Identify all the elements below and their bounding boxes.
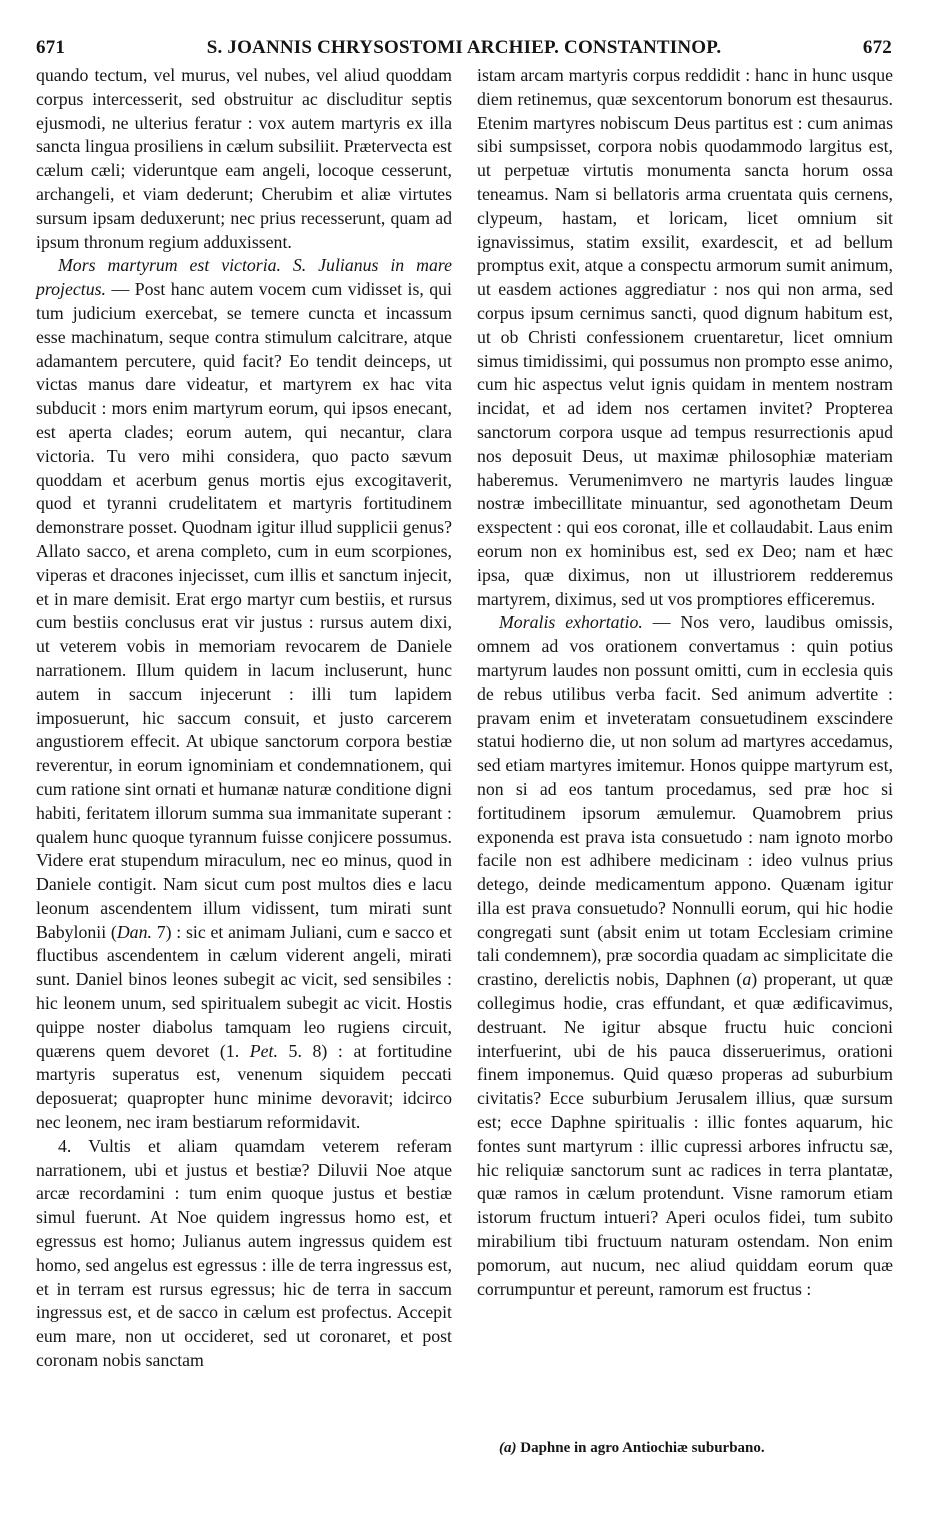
right-column xyxy=(477,64,893,1301)
running-header xyxy=(36,37,892,63)
scripture-ref-dan: Dan. xyxy=(116,921,152,942)
left-paragraph-2 xyxy=(36,254,452,1134)
right-paragraph-2-text-cont: ) properant, ut quæ collegimus hodie, cras effundant, et quæ ædificavimus, destruant. Ne igitur absque fructu huic concioni interfuerint, ubi de his pauca disseruerimus, orationi finem imponemus. Quid quæso properas ad suburbium civitatis? Ecce suburbium Jerusalem illius, quæ sursum est; ecce Daphne spiritualis : illic fontes aquarum, hic fontes sunt martyrum : illic cupressi arbores infructu sæ, hic reliquiæ sanctorum sunt ac radices in terra plantatæ, quæ ramos in cælum protendunt. Visne ramorum etiam istorum fructum intueri? Aperi oculos fidei, tum subito mirabilium tibi fructuum naturam ostendam. Non enim pomorum, aut nucum, nec aliud quiddam eorum quæ corrumpuntur et pereunt, ramorum est fructus : xyxy=(477,969,893,1299)
page-number-right: 672 xyxy=(862,37,892,58)
scripture-ref-pet: Pet. xyxy=(249,1040,278,1061)
right-paragraph-1: istam arcam martyris corpus reddidit : hanc in hunc usque diem retinemus, quæ sexcentorum bonorum est thesaurus. Etenim martyres nobiscum Deus partitus est : cum animas sibi sumpsisset, corpora nobis quodammodo largitus est, ut perpetuæ virtutis monumenta sancta horum ossa teneamus. Nam si bellatoris arma cruentata quis cernens, clypeum, hastam, et loricam, licet omnium sit ignavissimus, statim exsilit, exardescit, et ad bellum promptus exit, atque a conspectu armorum sumit animum, ut easdem actiones aggrediatur : nos qui non arma, sed corpus ipsum cernimus sancti, quod dignum habitum est, ut ob Christi confessionem cruentaretur, licet omnium simus timidissimi, qui possumus non prompto esse animo, cum hic aspectus velut ignis quidam in mentem nostram incidat, et ad idem nos certamen invitet? Propterea sanctorum corpora usque ad tempus resurrectionis apud nos deposuit Deus, ut maximæ philosophiæ materiam haberemus. Verumenimvero ne martyris laudes linguæ nostræ imbecillitate minuantur, sed agonothetam Deum exspectent : qui eos coronat, ille et collaudabit. Laus enim eorum non ex hominibus est, sed ex Deo; nam et hæc ipsa, quæ diximus, non ut illustriorem redderemus martyrem, diximus, sed ut vos promptiores efficeremus. xyxy=(477,65,893,609)
right-paragraph-2 xyxy=(477,611,893,1301)
left-paragraph-3: 4. Vultis et aliam quamdam veterem referam narrationem, ubi et justus et bestiæ? Diluvii Noe atque arcæ recordamini : tum enim quoque justus et bestiæ simul fuerunt. At Noe quidem ingressus homo est, et egressus est homo; Julianus autem ingressus quidem est homo, sed angelus est egressus : ille de terra ingressus est, et in terram est rursus egressus; hic de terra in saccum ingressus est, et de sacco in cælum est profectus. Accepit eum mare, non ut occideret, sed ut coronaret, et post coronam nobis sanctam xyxy=(36,1135,452,1371)
footnote xyxy=(499,1440,899,1457)
footnote-reference: a xyxy=(742,969,752,990)
left-paragraph-2-text-cont: 7) : sic et animam Juliani, cum e sacco et fluctibus ascendentem in cælum viderent angeli, mirati sunt. Daniel binos leones subegit ac vicit, sed sensibiles : hic leonem unum, sed spiritualem subegit ac vicit. Hostis quippe noster diabolus tamquam leo rugiens circuit, quærens quem devoret (1. xyxy=(36,921,452,1061)
section-heading-mors-martyrum: Mors martyrum est victoria. S. Julianus in mare projectus. xyxy=(36,255,452,300)
footnote-marker: (a) xyxy=(499,1440,517,1456)
right-paragraph-2-text: — Nos vero, laudibus omissis, omnem ad vos orationem convertamus : quin potius martyrum laudes non possunt omitti, cum in ecclesia quis de rebus utilibus verba facit. Sed animum advertite : pravam enim et inveteratam consuetudinem exscindere statui hodierno die, ut non solum ad martyres accedamus, sed etiam martyres imitemur. Honos quippe martyrum est, non si ad eos tantum procedamus, sed præ hoc si fortitudinem ipsorum æmulemur. Quamobrem prius exponenda est prava ista consuetudo : nam ignoto morbo facile non est adhibere medicinam : ideo vulnus prius detego, deinde medicamentum appono. Quænam igitur illa est prava consuetudo? Nonnulli eorum, qui hic hodie congregati sunt (absit enim ut totam Ecclesiam crimine tali condemnem), præ socordia quadam ac simplicitate die crastino, derelictis nobis, Daphnen ( xyxy=(477,612,893,990)
footnote-text: Daphne in agro Antiochiæ suburbano. xyxy=(516,1440,765,1456)
left-paragraph-2-text: — Post hanc autem vocem cum vidisset is, qui tum judicium exercebat, se temere cuncta et incassum esse machinatum, seque contra stimulum calcitrare, atque adamantem percutere, quid facit? Eo tendit deinceps, ut victas manus dare videatur, et martyrem ex hac vita subducit : mors enim martyrum eorum, qui ipsos enecant, est aperta clades; eorum autem, qui necantur, clara victoria. Tu vero mihi considera, quo pacto sævum quoddam et acerbum genus mortis ejus excogitaverit, quod et tyranni crudelitatem et martyris fortitudinem demonstrare posset. Quodnam igitur illud supplicii genus? Allato sacco, et arena completo, cum in eum scorpiones, viperas et dracones injecisset, cum illis et sanctum injecit, et in mare demisit. Erat ergo martyr cum bestiis, et rursus cum bestiis conclusus erat vir justus : rursus autem dixi, ut veterem vobis in memoriam revocarem de Daniele narrationem. Illum quidem in lacum incluserunt, hunc autem in saccum injecerunt : illi tum lapidem imposuerunt, hic saccum consuit, et justo carcerem angustiorem effecit. At ubique sanctorum corpora bestiæ reverentur, in eorum ignominiam et condemnationem, qui cum ratione sint ornati et humanæ naturæ conditione digni habiti, feritatem illorum summa sua immanitate superant : qualem hunc quoque tyrannum fuisse conjicere possumus. Videre erat stupendum miraculum, nec eo minus, quod in Daniele contigit. Nam sicut cum post multos dies e lacu leonum ascendentem illum vidissent, tum mirati sunt Babylonii ( xyxy=(36,279,452,942)
section-heading-moralis-exhortatio: Moralis exhortatio. xyxy=(499,612,643,633)
left-column xyxy=(36,64,452,1373)
left-paragraph-1: quando tectum, vel murus, vel nubes, vel aliud quoddam corpus intercesserit, sed obstruitur ac discluditur septis ejusmodi, ne ulterius feratur : vox autem martyris ex illa sancta lingua prosiliens in cælum subsiliit. Prætervecta est cælum cæli; videruntque eam angeli, locoque cesserunt, archangeli, et viam dederunt; Cherubim et aliæ virtutes sursum ipsam deduxerunt; nec prius recesserunt, quam ad ipsum thronum regium adduxissent. xyxy=(36,65,452,252)
running-title: S. JOANNIS CHRYSOSTOMI ARCHIEP. CONSTANTINOP. xyxy=(206,37,722,58)
page-number-left: 671 xyxy=(36,37,66,58)
left-paragraph-2-text-end: 5. 8) : at fortitudine martyris superatus est, venenum siquidem peccati deposuerat; quapropter hunc minime devoravit; idcirco nec leonem, nec iram bestiarum reformidavit. xyxy=(36,1040,452,1133)
